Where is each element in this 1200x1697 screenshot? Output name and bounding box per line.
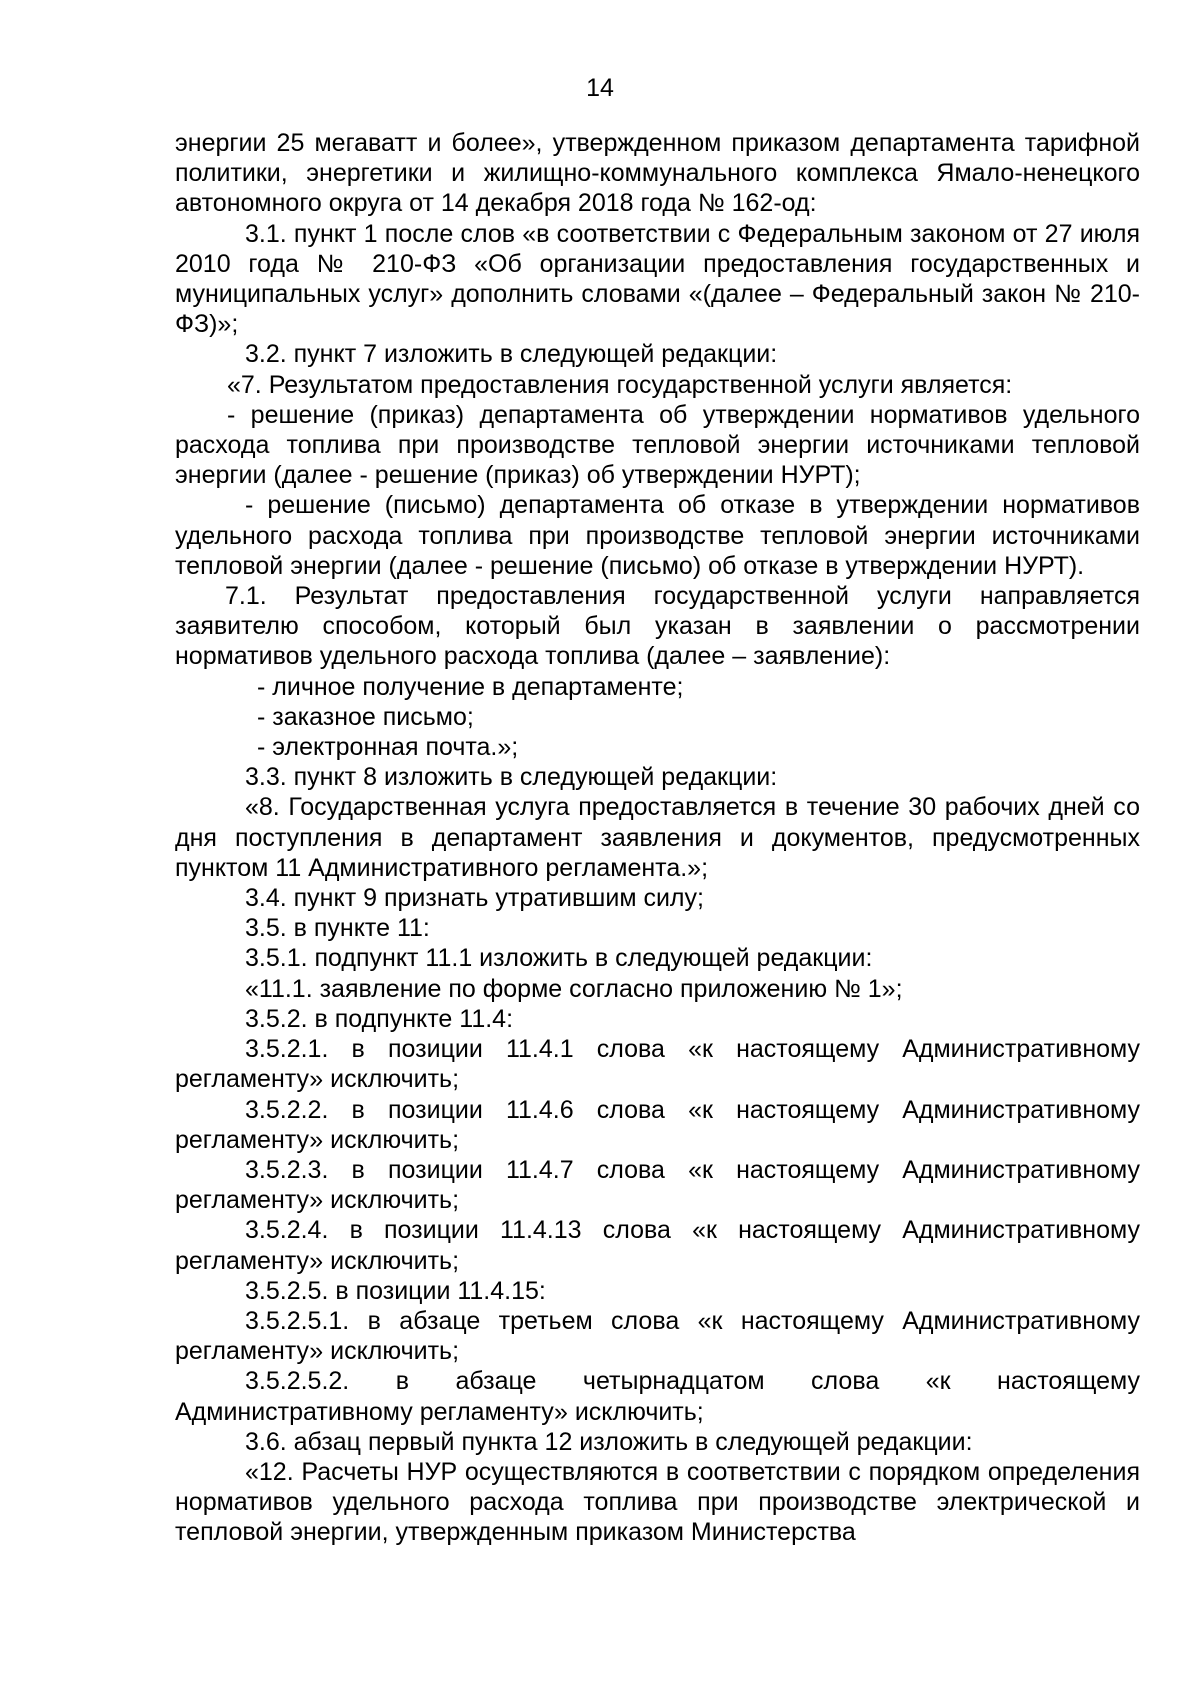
paragraph: - решение (приказ) департамента об утверждении нормативов удельного расхода топлива при производстве тепловой энергии источниками тепловой энергии (далее - решение (приказ) об утверждении НУРТ); — [175, 400, 1140, 490]
paragraph: 3.5.2.5.2. в абзаце четырнадцатом слова «к настоящему Административному регламенту» исключить; — [175, 1367, 1140, 1426]
paragraph: 3.5.2.5. в позиции 11.4.15: — [245, 1276, 546, 1305]
paragraph: энергии 25 мегаватт и более», утвержденном приказом департамента тарифной политики, энергетики и жилищно-коммунального комплекса Ямало-ненецкого автономного округа от 14 декабря 2018 года № 162-од: — [175, 129, 1140, 218]
paragraph: 3.5.2.2. в позиции 11.4.6 слова «к настоящему Административному регламенту» исключить; — [175, 1095, 1140, 1154]
paragraph: «12. Расчеты НУР осуществляются в соответствии с порядком определения нормативов удельного расхода топлива при производстве электрической и тепловой энергии, утвержденным приказом Министерства — [175, 1457, 1140, 1547]
paragraph: «7. Результатом предоставления государственной услуги является: — [227, 370, 1013, 399]
paragraph: 3.5.2. в подпункте 11.4: — [245, 1004, 514, 1033]
paragraph: 3.5.2.3. в позиции 11.4.7 слова «к настоящему Административному регламенту» исключить; — [175, 1155, 1140, 1215]
paragraph: 3.1. пункт 1 после слов «в соответствии с Федеральным законом от 27 июля 2010 года № 210-ФЗ «Об организации предоставления государственных и муниципальных услуг» дополнить словами «(далее – Федеральный закон № 210-ФЗ)»; — [175, 219, 1140, 339]
page-number: 14 — [586, 74, 614, 102]
paragraph: «11.1. заявление по форме согласно приложению № 1»; — [245, 974, 903, 1003]
paragraph: «8. Государственная услуга предоставляется в течение 30 рабочих дней со дня поступления в департамент заявления и документов, предусмотренных пунктом 11 Административного регламента.»; — [175, 793, 1140, 882]
list-item: - личное получение в департаменте; — [257, 672, 684, 701]
list-item: - заказное письмо; — [257, 702, 474, 731]
paragraph: 3.6. абзац первый пункта 12 изложить в следующей редакции: — [245, 1427, 973, 1456]
paragraph: 3.5.1. подпункт 11.1 изложить в следующей редакции: — [245, 944, 873, 973]
list-item: - электронная почта.»; — [257, 733, 519, 762]
paragraph: 3.4. пункт 9 признать утратившим силу; — [245, 884, 704, 913]
paragraph: 3.2. пункт 7 изложить в следующей редакции: — [245, 340, 778, 369]
paragraph: 3.5.2.5.1. в абзаце третьем слова «к настоящему Административному регламенту» исключить; — [175, 1306, 1140, 1366]
document-body — [175, 128, 1140, 1548]
paragraph: 3.5.2.4. в позиции 11.4.13 слова «к настоящему Административному регламенту» исключить; — [175, 1216, 1140, 1275]
paragraph: 3.5. в пункте 11: — [245, 914, 430, 943]
paragraph: 3.5.2.1. в позиции 11.4.1 слова «к настоящему Административному регламенту» исключить; — [175, 1035, 1140, 1094]
paragraph: 3.3. пункт 8 изложить в следующей редакции: — [245, 763, 778, 792]
paragraph: 7.1. Результат предоставления государственной услуги направляется заявителю способом, который был указан в заявлении о рассмотрении нормативов удельного расхода топлива (далее – заявление): — [175, 582, 1140, 671]
paragraph: - решение (письмо) департамента об отказе в утверждении нормативов удельного расхода топлива при производстве тепловой энергии источниками тепловой энергии (далее - решение (письмо) об отказе в утверждении НУРТ). — [175, 491, 1140, 580]
